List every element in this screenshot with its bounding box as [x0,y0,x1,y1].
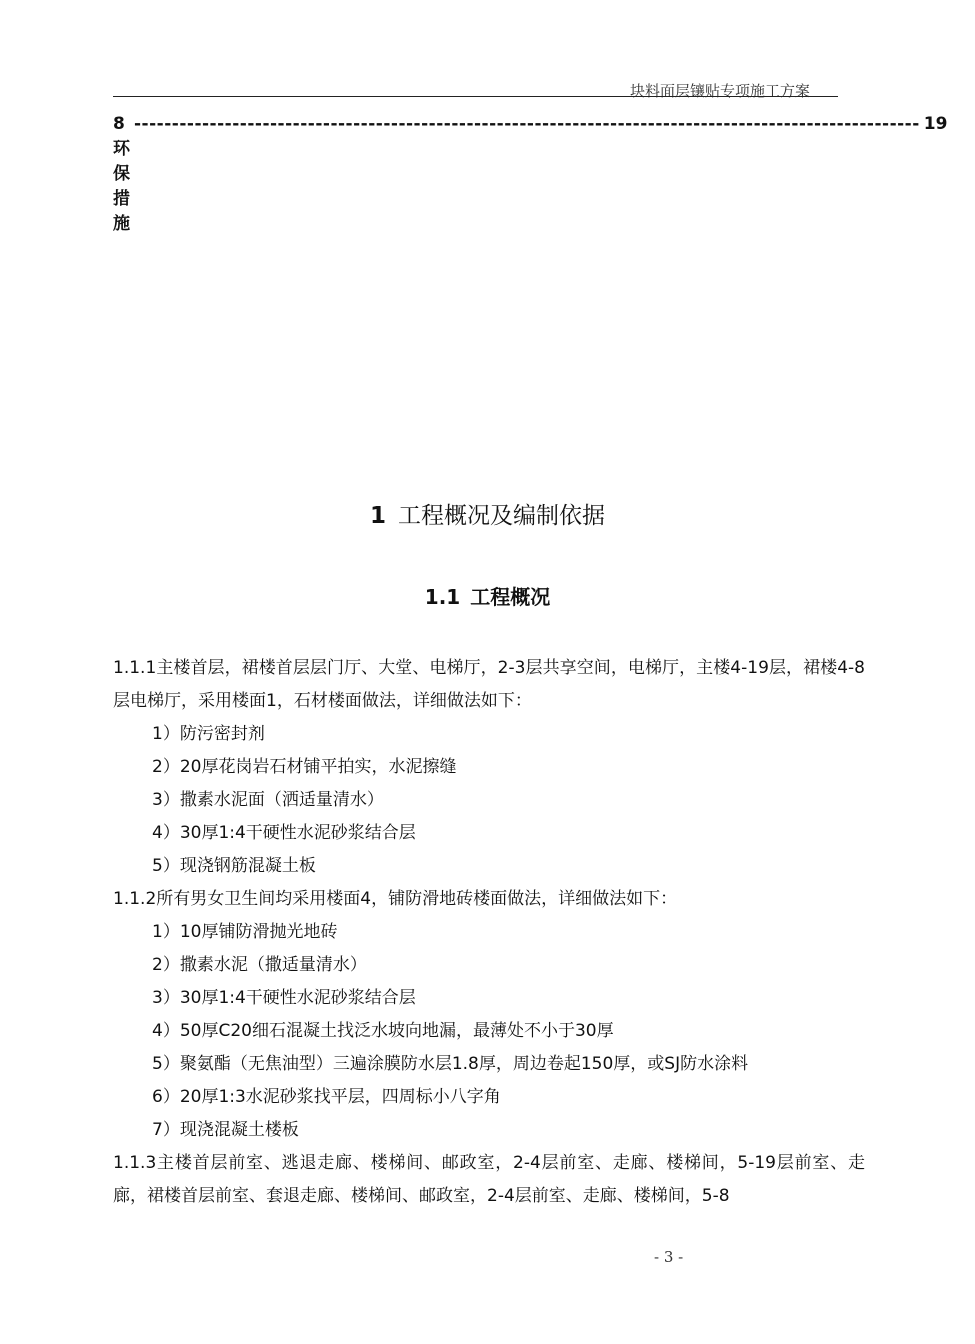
section-title: 工程概况 [470,585,551,609]
toc-entry-page: 19 [923,114,948,134]
toc-leader-dots: -------------------------------------------------------------------------------------------------------- [134,114,920,134]
list-item: 3）30厚1:4干硬性水泥砂浆结合层 [152,988,416,1008]
paragraph-1-1-1: 1.1.1主楼首层，裙楼首层层门厅、大堂、电梯厅，2-3层共享空间，电梯厅，主楼4-19层，裙楼4-8层电梯厅，采用楼面1，石材楼面做法，详细做法如下： [113,658,865,711]
paragraph-1-1-3: 1.1.3主楼首层前室、逃退走廊、楼梯间、邮政室，2-4层前室、走廊、楼梯间，5-19层前室、走廊，裙楼首层前室、套退走廊、楼梯间、邮政室，2-4层前室、走廊、楼梯间，5-8 [113,1153,865,1206]
document-body [113,652,865,1213]
list-item: 3）撒素水泥面（洒适量清水） [152,790,384,810]
chapter-number: 1 [369,503,386,529]
section-heading [0,581,975,610]
header-divider [113,96,838,97]
paragraph-1-1-2: 1.1.2所有男女卫生间均采用楼面4，铺防滑地砖楼面做法，详细做法如下： [113,889,678,909]
chapter-title: 工程概况及编制依据 [398,503,605,529]
page-number: - 3 - [654,1248,684,1266]
header-title: 块料面层镶贴专项施工方案 [629,82,810,100]
list-item: 1）10厚铺防滑抛光地砖 [152,922,338,942]
list-item: 4）30厚1:4干硬性水泥砂浆结合层 [152,823,416,843]
list-item: 6）20厚1:3水泥砂浆找平层，四周标小八字角 [152,1087,501,1107]
chapter-heading [0,497,975,530]
list-item: 5）聚氨酯（无焦油型）三遍涂膜防水层1.8厚，周边卷起150厚，或SJ防水涂料 [152,1054,749,1074]
toc-entry[interactable] [113,114,948,234]
section-number: 1.1 [424,585,461,609]
list-item: 5）现浇钢筋混凝土板 [152,856,316,876]
list-item: 2）20厚花岗岩石材铺平拍实，水泥擦缝 [152,757,457,777]
toc-entry-label: 8 环保措施 [113,114,130,234]
list-item: 1）防污密封剂 [152,724,265,744]
list-item: 4）50厚C20细石混凝土找泛水坡向地漏，最薄处不小于30厚 [152,1021,614,1041]
list-item: 7）现浇混凝土楼板 [152,1120,299,1140]
list-item: 2）撒素水泥（撒适量清水） [152,955,367,975]
